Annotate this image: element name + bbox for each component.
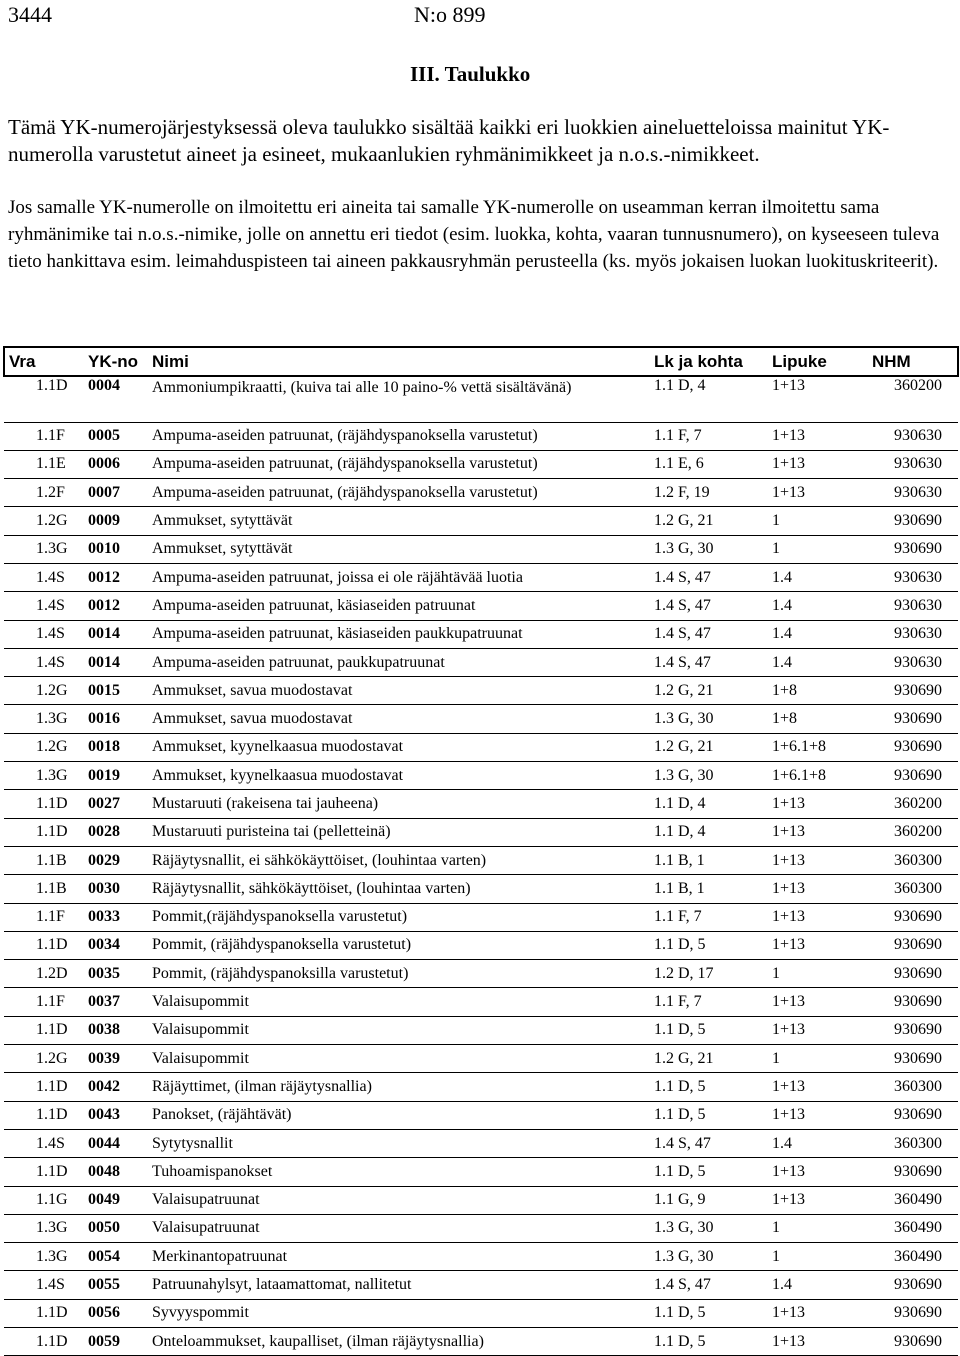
cell-lk-ja-kohta: 1.2 G, 21 [654, 738, 714, 756]
column-header-nhm: NHM [868, 347, 958, 376]
cell-name: Ammukset, sytyttävät [152, 540, 293, 558]
cell-nhm: 930690 [894, 964, 942, 982]
table-row [4, 818, 958, 846]
substance-table [3, 346, 959, 1356]
cell-name: Valaisupommit [152, 1049, 249, 1067]
table-row [4, 535, 958, 563]
cell-lk-ja-kohta: 1.1 F, 7 [654, 427, 702, 445]
cell-lipuke: 1+13 [772, 1304, 806, 1322]
cell-name: Valaisupatruunat [152, 1191, 260, 1209]
cell-lk-ja-kohta: 1.1 G, 9 [654, 1191, 706, 1209]
cell-name: Valaisupommit [152, 1021, 249, 1039]
cell-nhm: 360490 [894, 1219, 942, 1237]
cell-lipuke: 1+13 [772, 1191, 806, 1209]
cell-name: Ampuma-aseiden patruunat, (räjähdyspanoksella varustetut) [152, 455, 538, 473]
cell-nhm: 360200 [894, 795, 942, 812]
cell-lk-ja-kohta: 1.1 D, 5 [654, 1021, 706, 1039]
table-header-row [4, 347, 958, 376]
cell-vra: 1.1D [36, 823, 68, 841]
table-row [4, 1045, 958, 1073]
cell-nhm: 930690 [894, 1162, 942, 1180]
cell-vra: 1.2G [36, 738, 68, 756]
cell-yk-no: 0055 [88, 1276, 120, 1294]
cell-vra: 1.3G [36, 1247, 68, 1265]
cell-vra: 1.4S [36, 653, 65, 671]
cell-lipuke: 1.4 [772, 568, 792, 586]
table-row [4, 422, 958, 450]
cell-lipuke: 1.4 [772, 1134, 792, 1152]
cell-vra: 1.1D [36, 1162, 68, 1180]
cell-nhm: 930690 [894, 738, 942, 756]
cell-lipuke: 1+6.1+8 [772, 766, 827, 784]
cell-lipuke: 1+13 [772, 879, 806, 897]
cell-nhm: 360300 [894, 1134, 942, 1152]
cell-vra: 1.2F [36, 483, 65, 501]
table-row [4, 1271, 958, 1299]
cell-yk-no: 0034 [88, 936, 120, 954]
table-row [4, 1158, 958, 1186]
cell-vra: 1.1B [36, 851, 67, 869]
cell-nhm: 360300 [894, 851, 942, 869]
cell-lipuke: 1 [772, 512, 780, 530]
cell-lipuke: 1 [772, 540, 780, 558]
cell-vra: 1.1F [36, 908, 65, 926]
cell-name: Mustaruuti (rakeisena tai jauheena) [152, 795, 379, 812]
cell-name: Ammukset, savua muodostavat [152, 681, 353, 699]
cell-yk-no: 0038 [88, 1021, 120, 1039]
cell-lk-ja-kohta: 1.3 G, 30 [654, 1247, 714, 1265]
cell-nhm: 930690 [894, 1049, 942, 1067]
cell-lk-ja-kohta: 1.4 S, 47 [654, 625, 711, 643]
cell-name: Ampuma-aseiden patruunat, joissa ei ole räjähtävää luotia [152, 568, 523, 586]
cell-yk-no: 0027 [88, 795, 120, 812]
cell-lipuke: 1+13 [772, 1021, 806, 1039]
cell-nhm: 930690 [894, 1332, 942, 1350]
section-title: III. Taulukko [410, 62, 531, 86]
cell-yk-no: 0059 [88, 1332, 120, 1350]
cell-lk-ja-kohta: 1.1 B, 1 [654, 851, 705, 869]
cell-lk-ja-kohta: 1.1 F, 7 [654, 908, 702, 926]
cell-nhm: 930690 [894, 1304, 942, 1322]
cell-vra: 1.1D [36, 936, 68, 954]
column-header-yk-no: YK-no [84, 347, 148, 376]
cell-yk-no: 0014 [88, 653, 120, 671]
cell-vra: 1.3G [36, 766, 68, 784]
cell-nhm: 360200 [894, 377, 942, 394]
table-row [4, 733, 958, 761]
cell-lipuke: 1+13 [772, 908, 806, 926]
cell-yk-no: 0050 [88, 1219, 120, 1237]
cell-yk-no: 0005 [88, 427, 120, 445]
table-row [4, 762, 958, 790]
cell-lk-ja-kohta: 1.3 G, 30 [654, 1219, 714, 1237]
intro-paragraph: Tämä YK-numerojärjestyksessä oleva taulukko sisältää kaikki eri luokkien aineluetteloissa mainitut YK-numerolla varustetut aineet ja esineet, mukaanlukien ryhmänimikkeet ja n.o.s.-nimikkeet. [8, 115, 890, 166]
table-row [4, 592, 958, 620]
cell-nhm: 930690 [894, 1276, 942, 1294]
cell-lipuke: 1+13 [772, 1162, 806, 1180]
cell-nhm: 930630 [894, 427, 942, 445]
cell-lk-ja-kohta: 1.3 G, 30 [654, 540, 714, 558]
cell-nhm: 360490 [894, 1191, 942, 1209]
table-row [4, 479, 958, 507]
cell-yk-no: 0009 [88, 512, 120, 530]
cell-name: Ammukset, kyynelkaasua muodostavat [152, 738, 404, 756]
cell-lipuke: 1.4 [772, 596, 792, 614]
cell-lk-ja-kohta: 1.1 D, 5 [654, 1332, 706, 1350]
cell-lipuke: 1+13 [772, 823, 806, 841]
table-row [4, 846, 958, 874]
cell-yk-no: 0019 [88, 766, 120, 784]
cell-name: Ammukset, savua muodostavat [152, 710, 353, 728]
cell-vra: 1.1E [36, 455, 66, 473]
cell-nhm: 930630 [894, 483, 942, 501]
table-row [4, 1016, 958, 1044]
cell-vra: 1.1D [36, 1332, 68, 1350]
cell-lipuke: 1+13 [772, 1332, 806, 1350]
cell-nhm: 930630 [894, 455, 942, 473]
cell-yk-no: 0015 [88, 681, 120, 699]
cell-name: Ampuma-aseiden patruunat, (räjähdyspanoksella varustetut) [152, 483, 538, 501]
cell-yk-no: 0018 [88, 738, 120, 756]
cell-vra: 1.4S [36, 625, 65, 643]
cell-vra: 1.1F [36, 427, 65, 445]
cell-lipuke: 1 [772, 1219, 780, 1237]
cell-nhm: 930690 [894, 908, 942, 926]
cell-lk-ja-kohta: 1.3 G, 30 [654, 710, 714, 728]
cell-lk-ja-kohta: 1.4 S, 47 [654, 596, 711, 614]
cell-lk-ja-kohta: 1.4 S, 47 [654, 568, 711, 586]
cell-name: Räjäytysnallit, ei sähkökäyttöiset, (louhintaa varten) [152, 851, 487, 869]
cell-lipuke: 1+13 [772, 1106, 806, 1124]
cell-lipuke: 1+13 [772, 993, 806, 1011]
cell-lipuke: 1+13 [772, 1077, 806, 1095]
cell-lipuke: 1+8 [772, 681, 798, 699]
cell-yk-no: 0033 [88, 908, 120, 926]
cell-yk-no: 0028 [88, 823, 120, 841]
table-row [4, 1214, 958, 1242]
cell-yk-no: 0042 [88, 1077, 120, 1095]
table-row [4, 1073, 958, 1101]
cell-nhm: 930690 [894, 1021, 942, 1039]
cell-nhm: 360200 [894, 823, 942, 841]
cell-vra: 1.1G [36, 1191, 68, 1209]
table-row [4, 507, 958, 535]
table-row [4, 376, 958, 422]
column-header-lipuke: Lipuke [768, 347, 868, 376]
cell-nhm: 930630 [894, 625, 942, 643]
cell-nhm: 930630 [894, 653, 942, 671]
cell-yk-no: 0014 [88, 625, 120, 643]
cell-lipuke: 1.4 [772, 625, 792, 643]
table-row [4, 1186, 958, 1214]
table-row [4, 1101, 958, 1129]
cell-lipuke: 1+6.1+8 [772, 738, 827, 756]
cell-yk-no: 0037 [88, 993, 120, 1011]
cell-lk-ja-kohta: 1.1 D, 4 [654, 795, 706, 812]
cell-lk-ja-kohta: 1.2 G, 21 [654, 1049, 714, 1067]
cell-name: Merkinantopatruunat [152, 1247, 288, 1265]
cell-lipuke: 1.4 [772, 653, 792, 671]
cell-vra: 1.1D [36, 1021, 68, 1039]
cell-lipuke: 1+13 [772, 427, 806, 445]
table-row [4, 875, 958, 903]
cell-name: Tuhoamispanokset [152, 1162, 273, 1180]
cell-name: Ammoniumpikraatti, (kuiva tai alle 10 paino-% vettä sisältävänä) [152, 379, 572, 396]
cell-lk-ja-kohta: 1.3 G, 30 [654, 766, 714, 784]
cell-nhm: 930630 [894, 568, 942, 586]
cell-lk-ja-kohta: 1.1 F, 7 [654, 993, 702, 1011]
cell-name: Onteloammukset, kaupalliset, (ilman räjäytysnallia) [152, 1332, 484, 1350]
cell-name: Patruunahylsyt, lataamattomat, nallitetut [152, 1276, 412, 1294]
cell-yk-no: 0004 [88, 377, 120, 394]
table-row [4, 988, 958, 1016]
cell-vra: 1.1D [36, 1304, 68, 1322]
table-row [4, 960, 958, 988]
cell-name: Ampuma-aseiden patruunat, käsiaseiden patruunat [152, 596, 476, 614]
cell-yk-no: 0049 [88, 1191, 120, 1209]
cell-lipuke: 1.4 [772, 1276, 792, 1294]
cell-vra: 1.4S [36, 596, 65, 614]
cell-yk-no: 0044 [88, 1134, 120, 1152]
table-row [4, 620, 958, 648]
cell-yk-no: 0012 [88, 596, 120, 614]
cell-vra: 1.4S [36, 1276, 65, 1294]
cell-vra: 1.1D [36, 377, 68, 394]
cell-name: Mustaruuti puristeina tai (pelletteinä) [152, 823, 391, 841]
table-row [4, 1129, 958, 1157]
cell-yk-no: 0010 [88, 540, 120, 558]
cell-nhm: 930690 [894, 681, 942, 699]
cell-vra: 1.1D [36, 1077, 68, 1095]
cell-name: Pommit, (räjähdyspanoksilla varustetut) [152, 964, 409, 982]
cell-vra: 1.2G [36, 512, 68, 530]
table-row [4, 1299, 958, 1327]
cell-vra: 1.1D [36, 1106, 68, 1124]
cell-nhm: 360490 [894, 1247, 942, 1265]
cell-name: Ampuma-aseiden patruunat, (räjähdyspanoksella varustetut) [152, 427, 538, 445]
cell-nhm: 930690 [894, 1106, 942, 1124]
cell-yk-no: 0043 [88, 1106, 120, 1124]
cell-name: Pommit,(räjähdyspanoksella varustetut) [152, 908, 408, 926]
cell-vra: 1.3G [36, 540, 68, 558]
table-row [4, 677, 958, 705]
cell-name: Panokset, (räjähtävät) [152, 1106, 292, 1124]
cell-lipuke: 1+13 [772, 455, 806, 473]
cell-yk-no: 0006 [88, 455, 120, 473]
cell-name: Räjäyttimet, (ilman räjäytysnallia) [152, 1077, 372, 1095]
cell-name: Ammukset, sytyttävät [152, 512, 293, 530]
cell-lk-ja-kohta: 1.2 G, 21 [654, 512, 714, 530]
cell-lipuke: 1 [772, 1247, 780, 1265]
cell-name: Pommit, (räjähdyspanoksella varustetut) [152, 936, 412, 954]
cell-lk-ja-kohta: 1.1 D, 5 [654, 936, 706, 954]
column-header-vra: Vra [4, 347, 84, 376]
table-row [4, 931, 958, 959]
cell-lk-ja-kohta: 1.1 E, 6 [654, 455, 704, 473]
cell-lipuke: 1+8 [772, 710, 798, 728]
cell-name: Ampuma-aseiden patruunat, paukkupatruunat [152, 653, 445, 671]
cell-nhm: 930690 [894, 993, 942, 1011]
cell-name: Ammukset, kyynelkaasua muodostavat [152, 766, 404, 784]
cell-lk-ja-kohta: 1.1 D, 5 [654, 1304, 706, 1322]
cell-lk-ja-kohta: 1.2 F, 19 [654, 483, 710, 501]
cell-vra: 1.2D [36, 964, 68, 982]
cell-nhm: 930690 [894, 766, 942, 784]
cell-name: Sytytysnallit [152, 1134, 233, 1152]
column-header-lk-ja-kohta: Lk ja kohta [650, 347, 768, 376]
cell-yk-no: 0054 [88, 1247, 120, 1265]
cell-name: Syvyyspommit [152, 1304, 249, 1322]
page-number: 3444 [8, 2, 52, 27]
cell-nhm: 930690 [894, 512, 942, 530]
table-row [4, 790, 958, 818]
cell-yk-no: 0048 [88, 1162, 120, 1180]
table-row [4, 705, 958, 733]
cell-name: Valaisupommit [152, 993, 249, 1011]
cell-nhm: 930690 [894, 540, 942, 558]
table-row [4, 563, 958, 591]
table-row [4, 903, 958, 931]
document-number: N:o 899 [414, 2, 486, 27]
cell-yk-no: 0030 [88, 879, 120, 897]
cell-lk-ja-kohta: 1.1 B, 1 [654, 879, 705, 897]
cell-yk-no: 0039 [88, 1049, 120, 1067]
cell-yk-no: 0029 [88, 851, 120, 869]
cell-name: Ampuma-aseiden patruunat, käsiaseiden paukkupatruunat [152, 625, 523, 643]
cell-nhm: 930690 [894, 710, 942, 728]
instruction-paragraph: Jos samalle YK-numerolle on ilmoitettu eri aineita tai samalle YK-numerolle on useamman kerran ilmoitettu sama ryhmänimike tai n.o.s.-nimike, jolle on annettu eri tiedot (esim. luokka, kohta, vaaran tunnusnumero), on kyseeseen tuleva tieto hankittava esim. leimahduspisteen tai aineen pakkausryhmän perusteella (ks. myös jokaisen luokan luokituskriteerit). [8, 197, 940, 272]
cell-lk-ja-kohta: 1.4 S, 47 [654, 1134, 711, 1152]
cell-vra: 1.1F [36, 993, 65, 1011]
cell-yk-no: 0007 [88, 483, 120, 501]
cell-vra: 1.3G [36, 1219, 68, 1237]
column-header-nimi: Nimi [148, 347, 650, 376]
cell-lipuke: 1 [772, 1049, 780, 1067]
cell-vra: 1.2G [36, 681, 68, 699]
cell-nhm: 360300 [894, 879, 942, 897]
cell-vra: 1.1D [36, 795, 68, 812]
cell-nhm: 360300 [894, 1077, 942, 1095]
cell-yk-no: 0035 [88, 964, 120, 982]
cell-vra: 1.1B [36, 879, 67, 897]
cell-lipuke: 1 [772, 964, 780, 982]
cell-nhm: 930690 [894, 936, 942, 954]
cell-lipuke: 1+13 [772, 483, 806, 501]
cell-yk-no: 0016 [88, 710, 120, 728]
table-row [4, 450, 958, 478]
cell-lk-ja-kohta: 1.1 D, 4 [654, 823, 706, 841]
cell-lk-ja-kohta: 1.4 S, 47 [654, 1276, 711, 1294]
cell-name: Valaisupatruunat [152, 1219, 260, 1237]
cell-lk-ja-kohta: 1.1 D, 5 [654, 1077, 706, 1095]
cell-vra: 1.4S [36, 568, 65, 586]
cell-lk-ja-kohta: 1.1 D, 5 [654, 1162, 706, 1180]
cell-name: Räjäytysnallit, sähkökäyttöiset, (louhintaa varten) [152, 879, 471, 897]
cell-lipuke: 1+13 [772, 851, 806, 869]
cell-lipuke: 1+13 [772, 377, 806, 394]
cell-lk-ja-kohta: 1.2 G, 21 [654, 681, 714, 699]
table-row [4, 648, 958, 676]
cell-lipuke: 1+13 [772, 936, 806, 954]
cell-yk-no: 0012 [88, 568, 120, 586]
table-row [4, 1243, 958, 1271]
cell-yk-no: 0056 [88, 1304, 120, 1322]
cell-vra: 1.3G [36, 710, 68, 728]
table-row [4, 1328, 958, 1356]
cell-lk-ja-kohta: 1.1 D, 4 [654, 377, 706, 394]
cell-vra: 1.2G [36, 1049, 68, 1067]
cell-lk-ja-kohta: 1.2 D, 17 [654, 964, 714, 982]
cell-lk-ja-kohta: 1.4 S, 47 [654, 653, 711, 671]
cell-vra: 1.4S [36, 1134, 65, 1152]
cell-lipuke: 1+13 [772, 795, 806, 812]
cell-nhm: 930630 [894, 596, 942, 614]
cell-lk-ja-kohta: 1.1 D, 5 [654, 1106, 706, 1124]
